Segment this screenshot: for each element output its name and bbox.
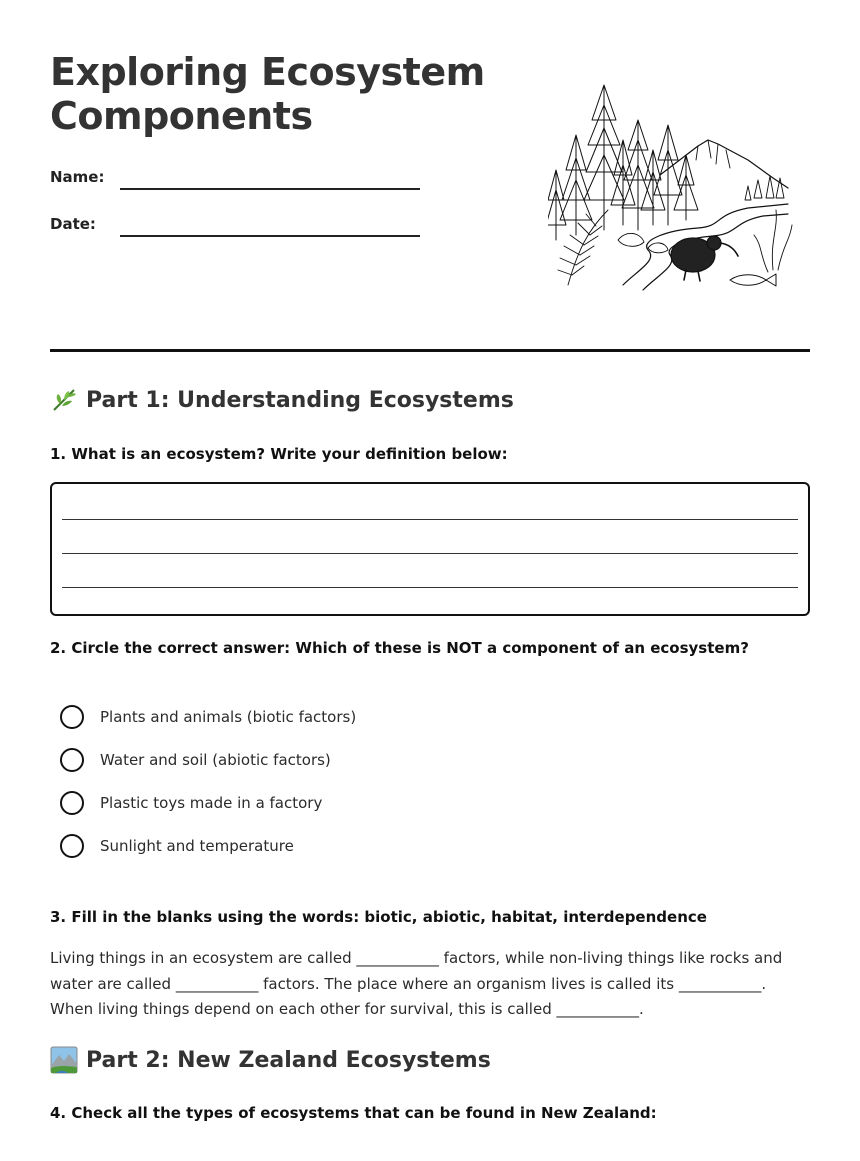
part2-title: Part 2: New Zealand Ecosystems	[86, 1047, 491, 1073]
herb-icon	[50, 386, 78, 414]
option-label: Sunlight and temperature	[100, 837, 294, 855]
page-title: Exploring Ecosystem Components	[50, 50, 485, 138]
fill-in-paragraph: Living things in an ecosystem are called ___________ factors, while non-living things like rocks and water are called ___________ factors. The place where an organism lives is called its ___________. When living things depend on each other for survival, this is called ___________.	[50, 949, 783, 1018]
answer-line	[62, 553, 798, 554]
date-label: Date:	[50, 215, 96, 233]
radio-circle-icon[interactable]	[60, 791, 84, 815]
option-label: Water and soil (abiotic factors)	[100, 751, 331, 769]
answer-line	[62, 587, 798, 588]
part2-heading	[50, 1046, 491, 1074]
date-line[interactable]	[120, 235, 420, 237]
option-label: Plants and animals (biotic factors)	[100, 708, 357, 726]
answer-option[interactable]	[60, 748, 331, 772]
name-line[interactable]	[120, 188, 420, 190]
question-4: 4. Check all the types of ecosystems that can be found in New Zealand:	[50, 1104, 657, 1122]
answer-option[interactable]	[60, 705, 356, 729]
part1-heading	[50, 386, 514, 414]
name-label: Name:	[50, 168, 105, 186]
radio-circle-icon[interactable]	[60, 834, 84, 858]
question-3: 3. Fill in the blanks using the words: biotic, abiotic, habitat, interdependence	[50, 908, 707, 926]
date-field[interactable]	[50, 207, 420, 237]
answer-line	[62, 519, 798, 520]
definition-answer-box[interactable]	[50, 482, 810, 616]
header-divider	[50, 349, 810, 352]
forest-kiwi-illustration	[548, 80, 793, 295]
part1-title: Part 1: Understanding Ecosystems	[86, 387, 514, 413]
option-label: Plastic toys made in a factory	[100, 794, 323, 812]
radio-circle-icon[interactable]	[60, 748, 84, 772]
question-1: 1. What is an ecosystem? Write your definition below:	[50, 445, 508, 463]
radio-circle-icon[interactable]	[60, 705, 84, 729]
answer-option[interactable]	[60, 791, 322, 815]
national-park-icon	[50, 1046, 78, 1074]
answer-option[interactable]	[60, 834, 294, 858]
question-2: 2. Circle the correct answer: Which of these is NOT a component of an ecosystem?	[50, 639, 749, 657]
name-field[interactable]	[50, 160, 420, 190]
